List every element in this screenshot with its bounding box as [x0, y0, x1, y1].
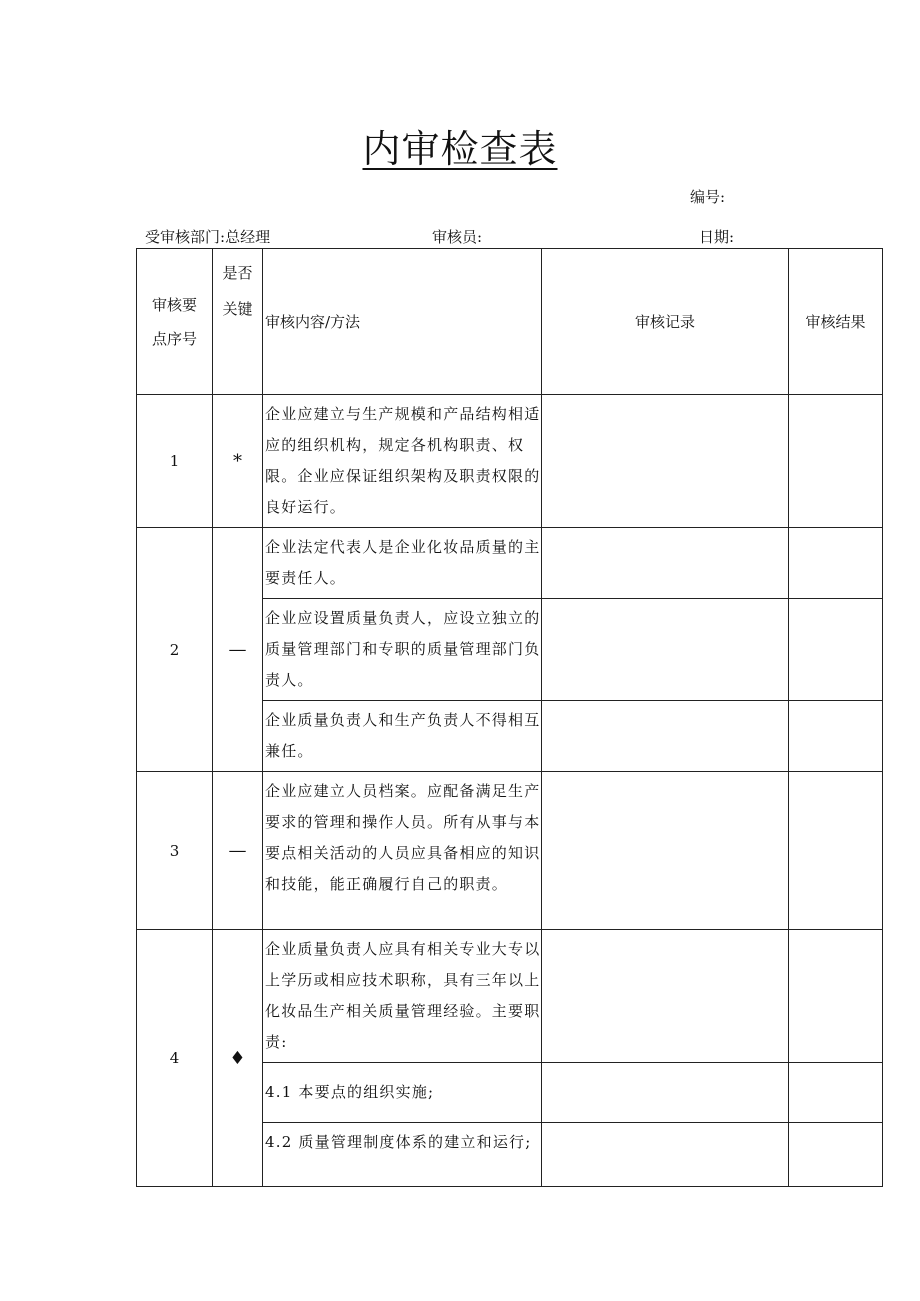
row-number: 3 [137, 772, 213, 930]
department-field [145, 226, 270, 247]
audit-content: 企业应建立与生产规模和产品结构相适应的组织机构，规定各机构职责、权限。企业应保证组织架构及职责权限的良好运行。 [263, 395, 542, 528]
audit-record-cell[interactable] [542, 772, 789, 930]
number-label: 编号: [690, 188, 726, 206]
row-number: 4 [137, 930, 213, 1187]
audit-result-cell[interactable] [789, 528, 883, 599]
table-row [137, 930, 883, 1063]
row-number: 1 [137, 395, 213, 528]
audit-result-cell[interactable] [789, 701, 883, 772]
table-row [137, 528, 883, 599]
document-title: 内审检查表 [362, 127, 558, 171]
audit-record-cell[interactable] [542, 1063, 789, 1123]
date-label: 日期: [699, 228, 735, 246]
audit-content: 4.1 本要点的组织实施; [263, 1063, 542, 1123]
audit-result-cell[interactable] [789, 599, 883, 701]
audit-record-cell[interactable] [542, 528, 789, 599]
department-value: 总经理 [225, 228, 271, 246]
auditor-label: 审核员: [432, 228, 483, 246]
key-mark: — [213, 528, 263, 772]
audit-content: 企业应建立人员档案。应配备满足生产要求的管理和操作人员。所有从事与本要点相关活动的人员应具备相应的知识和技能，能正确履行自己的职责。 [263, 772, 542, 930]
audit-record-cell[interactable] [542, 599, 789, 701]
department-label: 受审核部门: [145, 228, 226, 246]
table-row [137, 395, 883, 528]
audit-record-cell[interactable] [542, 395, 789, 528]
audit-checklist-table [136, 248, 883, 1187]
audit-result-cell[interactable] [789, 930, 883, 1063]
header-key: 是否 关键 [213, 249, 263, 395]
audit-record-cell[interactable] [542, 1123, 789, 1187]
header-record: 审核记录 [542, 249, 789, 395]
audit-result-cell[interactable] [789, 1063, 883, 1123]
audit-record-cell[interactable] [542, 701, 789, 772]
header-content: 审核内容/方法 [263, 249, 542, 395]
table-row [137, 772, 883, 930]
audit-content: 企业质量负责人应具有相关专业大专以上学历或相应技术职称，具有三年以上化妆品生产相关质量管理经验。主要职责: [263, 930, 542, 1063]
audit-result-cell[interactable] [789, 772, 883, 930]
header-result: 审核结果 [789, 249, 883, 395]
audit-result-cell[interactable] [789, 1123, 883, 1187]
header-point-no: 审核要 点序号 [137, 249, 213, 395]
key-mark: — [213, 772, 263, 930]
key-mark: * [213, 395, 263, 528]
audit-record-cell[interactable] [542, 930, 789, 1063]
audit-content: 企业质量负责人和生产负责人不得相互兼任。 [263, 701, 542, 772]
row-number: 2 [137, 528, 213, 772]
key-mark: ♦ [213, 930, 263, 1187]
audit-content: 企业法定代表人是企业化妆品质量的主要责任人。 [263, 528, 542, 599]
audit-result-cell[interactable] [789, 395, 883, 528]
audit-content: 企业应设置质量负责人，应设立独立的质量管理部门和专职的质量管理部门负责人。 [263, 599, 542, 701]
table-header-row [137, 249, 883, 395]
audit-content: 4.2 质量管理制度体系的建立和运行; [263, 1123, 542, 1187]
